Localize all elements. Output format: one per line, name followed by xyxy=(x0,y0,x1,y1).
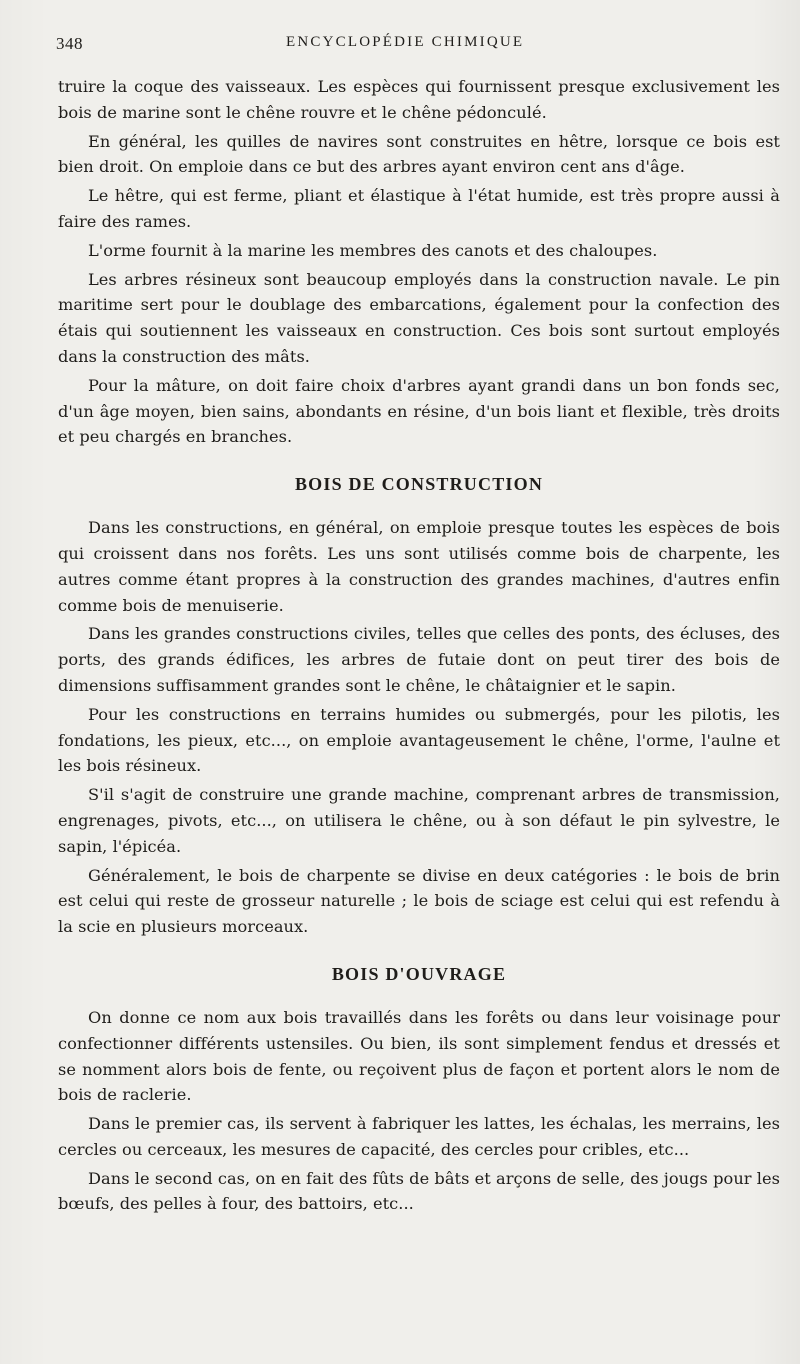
paragraph: Dans le second cas, on en fait des fûts de bâts et arçons de selle, des jougs pour les bœufs, des pelles à four, des battoirs, etc... xyxy=(58,1168,780,1214)
page-header xyxy=(56,34,762,58)
paragraph: On donne ce nom aux bois travaillés dans les forêts ou dans leur voisinage pour confectionner différents ustensiles. Ou bien, ils sont simplement fendus et dressés et se nomment alors bois de fente, ou reçoivent plus de façon et portent alors le nom de bois de raclerie. xyxy=(58,1007,780,1105)
section-heading: BOIS DE CONSTRUCTION xyxy=(294,474,544,495)
paragraph: truire la coque des vaisseaux. Les espèces qui fournissent presque exclusivement les bois de marine sont le chêne rouvre et le chêne pédonculé. xyxy=(58,77,780,122)
paragraph: Les arbres résineux sont beaucoup employés dans la construction navale. Le pin maritime sert pour le doublage des embarcations, également pour la confection des étais qui soutiennent les vaisseaux en construction. Ces bois sont surtout employés dans la construction des mâts. xyxy=(58,269,780,366)
paragraph: Pour la mâture, on doit faire choix d'arbres ayant grandi dans un bon fonds sec, d'un âge moyen, bien sains, abondants en résine, d'un bois liant et flexible, très droits et peu chargés en branches. xyxy=(58,375,780,447)
page-body xyxy=(58,74,780,1220)
paragraph: Généralement, le bois de charpente se divise en deux catégories : le bois de brin est celui qui reste de grosseur naturelle ; le bois de sciage est celui qui est refendu à la scie en plusieurs morceaux. xyxy=(58,865,780,937)
section-heading: BOIS D'OUVRAGE xyxy=(331,963,507,984)
paragraph: L'orme fournit à la marine les membres des canots et des chaloupes. xyxy=(88,240,658,260)
paragraph: Pour les constructions en terrains humides ou submergés, pour les pilotis, les fondations, les pieux, etc..., on emploie avantageusement le chêne, l'orme, l'aulne et les bois résineux. xyxy=(58,704,780,776)
paragraph: S'il s'agit de construire une grande machine, comprenant arbres de transmission, engrenages, pivots, etc..., on utilisera le chêne, ou à son défaut le pin sylvestre, le sapin, l'épicéa. xyxy=(58,785,780,856)
running-head: ENCYCLOPÉDIE CHIMIQUE xyxy=(286,34,525,50)
paragraph: Dans les constructions, en général, on emploie presque toutes les espèces de bois qui croissent dans nos forêts. Les uns sont utilisés comme bois de charpente, les autres comme étant propres à la construction des grandes machines, d'autres enfin comme bois de menuiserie. xyxy=(58,518,780,615)
paragraph: En général, les quilles de navires sont construites en hêtre, lorsque ce bois est bien droit. On emploie dans ce but des arbres ayant environ cent ans d'âge. xyxy=(58,131,780,177)
paragraph: Le hêtre, qui est ferme, pliant et élastique à l'état humide, est très propre aussi à faire des rames. xyxy=(58,186,780,231)
page-number: 348 xyxy=(56,34,83,53)
paragraph: Dans le premier cas, ils servent à fabriquer les lattes, les échalas, les merrains, les cercles ou cerceaux, les mesures de capacité, des cercles pour cribles, etc... xyxy=(58,1114,780,1159)
paragraph: Dans les grandes constructions civiles, telles que celles des ponts, des écluses, des ports, des grands édifices, les arbres de futaie dont on peut tirer des bois de dimensions suffisamment grandes sont le chêne, le châtaignier et le sapin. xyxy=(58,624,780,695)
